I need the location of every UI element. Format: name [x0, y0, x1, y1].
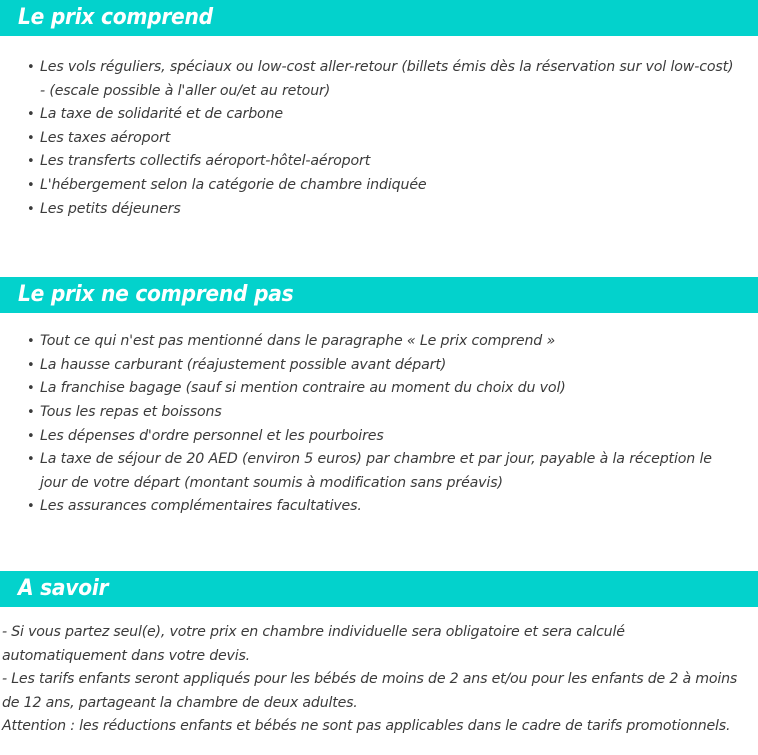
list-item: • La taxe de séjour de 20 AED (environ 5 euros) par chambre et par jour, payable à la réception le jour de votre départ (montant soumis à modification sans préavis): [0, 448, 758, 495]
section-body-good-to-know: [0, 607, 758, 739]
list-item: • Les vols réguliers, spéciaux ou low-cost aller-retour (billets émis dès la réservation sur vol low-cost) - (escale possible à l'aller ou/et au retour): [0, 56, 758, 103]
list-item: • Les dépenses d'ordre personnel et les pourboires: [0, 425, 758, 449]
section-body-price-excludes: [0, 313, 758, 519]
section-body-price-includes: [0, 36, 758, 221]
list-item: • La taxe de solidarité et de carbone: [0, 103, 758, 127]
list-item: • Tous les repas et boissons: [0, 401, 758, 425]
section-title: Le prix comprend: [18, 5, 213, 30]
section-spacer: [0, 221, 758, 277]
list-item: • Les taxes aéroport: [0, 127, 758, 151]
list-item: • La hausse carburant (réajustement possible avant départ): [0, 354, 758, 378]
note-paragraph: - Les tarifs enfants seront appliqués pour les bébés de moins de 2 ans et/ou pour les enfants de 2 à moins de 12 ans, partageant la chambre de deux adultes.: [2, 671, 738, 711]
section-spacer: [0, 519, 758, 571]
list-item: • Les assurances complémentaires facultatives.: [0, 495, 758, 519]
list-item: • La franchise bagage (sauf si mention contraire au moment du choix du vol): [0, 377, 758, 401]
price-excludes-list: [0, 330, 758, 519]
list-item: • Tout ce qui n'est pas mentionné dans le paragraphe « Le prix comprend »: [0, 330, 758, 354]
section-title: A savoir: [18, 575, 109, 601]
list-item: • Les petits déjeuners: [0, 198, 758, 222]
section-header-good-to-know: [0, 571, 758, 607]
section-header-price-includes: [0, 0, 758, 36]
note-paragraph: Attention : les réductions enfants et bébés ne sont pas applicables dans le cadre de tarifs promotionnels.: [2, 718, 731, 735]
list-item: • L'hébergement selon la catégorie de chambre indiquée: [0, 174, 758, 198]
section-title: Le prix ne comprend pas: [18, 282, 294, 308]
section-header-price-excludes: [0, 277, 758, 313]
price-includes-list: [0, 56, 758, 221]
list-item: • Les transferts collectifs aéroport-hôtel-aéroport: [0, 150, 758, 174]
note-paragraph: - Si vous partez seul(e), votre prix en chambre individuelle sera obligatoire et sera calculé automatiquement dans votre devis.: [2, 623, 625, 664]
